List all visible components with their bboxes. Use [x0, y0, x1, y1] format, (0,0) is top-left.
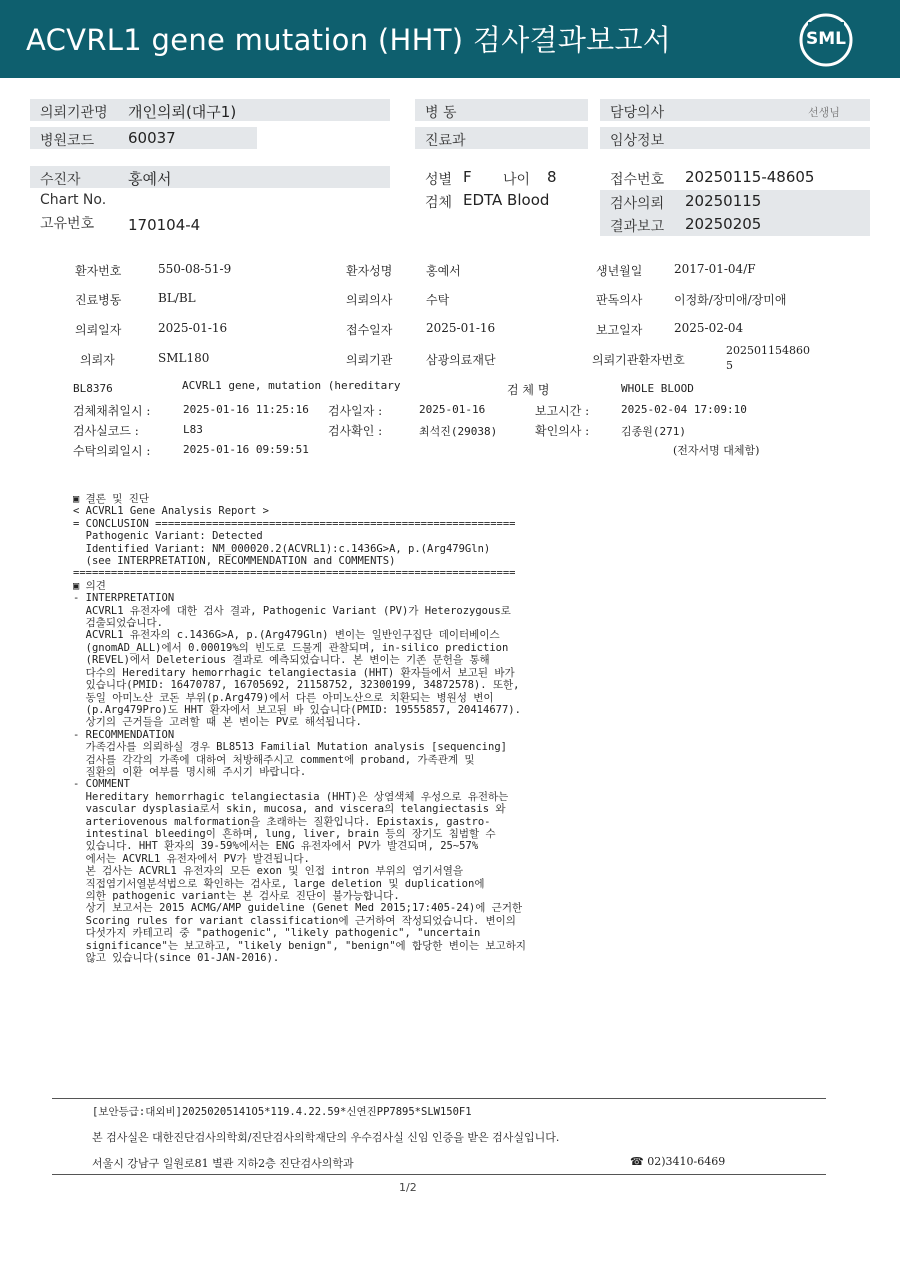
result-line: - RECOMMENDATION	[73, 728, 175, 741]
specimen-label: 검체	[425, 195, 453, 211]
result-line: arteriovenous malformation을 초래하는 질환입니다. Epistaxis, gastro-	[73, 815, 491, 828]
ward-label: 병 동	[425, 105, 457, 121]
result-line: 에서는 ACVRL1 유전자에서 PV가 발견됩니다.	[73, 852, 310, 865]
room: L83	[183, 423, 203, 436]
result-line: ▣ 의견	[73, 579, 106, 592]
patient-name: 홍예서	[426, 264, 461, 278]
unique-value: 170104-4	[128, 216, 201, 234]
confirm-doctor-label: 확인의사 :	[535, 424, 590, 438]
test-date: 2025-01-16	[419, 403, 486, 416]
reader: 이정화/장미애/장미애	[674, 293, 787, 307]
page-number: 1/2	[399, 1181, 417, 1194]
reader-label: 판독의사	[596, 293, 643, 307]
result-line: 가족검사를 의뢰하실 경우 BL8513 Familial Mutation analysis [sequencing]	[73, 741, 507, 754]
room-label: 검사실코드 :	[73, 424, 139, 438]
req-inst-label: 의뢰기관	[346, 353, 393, 367]
req-doctor: 수탁	[426, 293, 450, 307]
sml-logo	[798, 12, 854, 68]
result-line: = CONCLUSION =========================================================	[73, 517, 516, 530]
security-line: [보안등급:대외비]20250205141O5*119.4.22.59*신연진PP7895*SLW150F1	[92, 1106, 472, 1118]
logo-text: SML	[806, 29, 846, 49]
result-line: Scoring rules for variant classification에 근거하여 작성되었습니다. 변이의	[73, 914, 516, 927]
collect: 2025-01-16 11:25:16	[183, 403, 309, 416]
result-line: intestinal bleeding이 흔하며, lung, liver, brain 등의 장기도 침범할 수	[73, 827, 496, 840]
clinical-label: 임상정보	[610, 133, 665, 149]
result-line: < ACVRL1 Gene Analysis Report >	[73, 505, 269, 518]
institution-label: 의뢰기관명	[40, 105, 108, 121]
request-label: 검사의뢰	[610, 196, 665, 212]
result-line: (gnomAD_ALL)에서 0.00019%의 빈도로 드물게 관찰되며, in-silico prediction	[73, 641, 509, 654]
doctor-label: 담당의사	[610, 105, 665, 121]
req-inst-patient-label: 의뢰기관환자번호	[592, 353, 685, 367]
specimen-name-label: 검 체 명	[507, 383, 550, 397]
req-doctor-label: 의뢰의사	[346, 293, 393, 307]
esign-note: (전자서명 대체함)	[673, 444, 760, 457]
result-line: significance"는 보고하고, "likely benign", "benign"에 합당한 변이는 보고하지	[73, 939, 527, 952]
specimen-value: EDTA Blood	[463, 191, 550, 209]
confirm: 최석진(29038)	[419, 425, 498, 438]
unique-label: 고유번호	[40, 216, 95, 232]
dob-label: 생년월일	[596, 264, 643, 278]
patient-row	[30, 166, 390, 188]
result-line: 다수의 Hereditary hemorrhagic telangiectasia (HHT) 환자들에서 보고된 바가	[73, 666, 515, 679]
recv-date-label: 접수일자	[346, 323, 393, 337]
result-line: - COMMENT	[73, 778, 130, 791]
result-line: (see INTERPRETATION, RECOMMENDATION and COMMENTS)	[73, 555, 396, 568]
test-code: BL8376	[73, 382, 113, 395]
requester-label: 의뢰자	[80, 353, 115, 367]
receipt-label: 접수번호	[610, 172, 665, 188]
result-line: 본 검사는 ACVRL1 유전자의 모든 exon 및 인접 intron 부위의 염기서열을	[73, 865, 464, 878]
age-value: 8	[547, 168, 557, 186]
req-date: 2025-01-16	[158, 321, 228, 335]
result-line: 있습니다(PMID: 16470787, 16705692, 21158752, 32300199, 34872578). 또한,	[73, 679, 520, 692]
commission: 2025-01-16 09:59:51	[183, 443, 309, 456]
result-body	[73, 493, 593, 964]
request-value: 20250115	[685, 192, 762, 210]
result-line: 상기의 근거들을 고려할 때 본 변이는 PV로 해석됩니다.	[73, 716, 362, 729]
confirm-label: 검사확인 :	[328, 424, 383, 438]
certification-line: 본 검사실은 대한진단검사의학회/진단검사의학재단의 우수검사실 신임 인증을 받은 검사실입니다.	[92, 1131, 560, 1144]
result-line: 동일 아미노산 코돈 부위(p.Arg479)에서 다른 아미노산으로 치환되는 병원성 변이	[73, 691, 494, 704]
address-line: 서울시 강남구 일원로81 별관 지하2층 진단검사의학과	[92, 1157, 354, 1170]
req-date-label: 의뢰일자	[75, 323, 122, 337]
result-line: Hereditary hemorrhagic telangiectasia (HHT)은 상염색체 우성으로 유전하는	[73, 790, 509, 803]
req-inst-patient-2: 5	[726, 359, 733, 372]
patient-value: 홍예서	[128, 170, 172, 188]
test-date-label: 검사일자 :	[328, 404, 383, 418]
dept-label: 진료과	[425, 133, 466, 149]
result-line: - INTERPRETATION	[73, 592, 175, 605]
report-time-label: 보고시간 :	[535, 404, 590, 418]
hospital-code-label: 병원코드	[40, 133, 95, 149]
recv-date: 2025-01-16	[426, 321, 496, 335]
dob: 2017-01-04/F	[674, 262, 756, 276]
result-line: 직접염기서열분석법으로 확인하는 검사로, large deletion 및 duplication에	[73, 877, 485, 890]
phone-line: ☎ 02)3410-6469	[630, 1155, 726, 1168]
specimen-name: WHOLE BLOOD	[621, 382, 694, 395]
report-date-label: 보고일자	[596, 323, 643, 337]
result-value: 20250205	[685, 215, 762, 233]
result-line: 검사를 각각의 가족에 대하여 처방해주시고 comment에 proband, 가족관계 및	[73, 753, 475, 766]
result-line: 않고 있습니다(since 01-JAN-2016).	[73, 952, 280, 965]
result-line: vascular dysplasia로서 skin, mucosa, and viscera의 telangiectasis 와	[73, 803, 506, 816]
result-line: 상기 보고서는 2015 ACMG/AMP guideline (Genet Med 2015;17:405-24)에 근거한	[73, 902, 523, 915]
requester: SML180	[158, 351, 210, 365]
confirm-doctor: 김종원(271)	[621, 425, 686, 438]
chart-label: Chart No.	[40, 192, 107, 208]
test-name: ACVRL1 gene, mutation (hereditary	[182, 379, 401, 392]
ward-meta: BL/BL	[158, 291, 196, 305]
report-time: 2025-02-04 17:09:10	[621, 403, 747, 416]
doctor-suffix: 선생님	[808, 106, 840, 119]
result-line: Identified Variant: NM_000020.2(ACVRL1):c.1436G>A, p.(Arg479Gln)	[73, 542, 491, 555]
result-line: ======================================================================	[73, 567, 516, 580]
collect-label: 검체채취일시 :	[73, 404, 151, 418]
footer-divider-bottom	[52, 1174, 826, 1175]
result-line: 있습니다. HHT 환자의 39-59%에서는 ENG 유전자에서 PV가 발견되며, 25~57%	[73, 840, 479, 853]
ward-meta-label: 진료병동	[75, 293, 122, 307]
result-line: ACVRL1 유전자에 대한 검사 결과, Pathogenic Variant (PV)가 Heterozygous로	[73, 604, 511, 617]
result-label: 결과보고	[610, 219, 665, 235]
result-line: Pathogenic Variant: Detected	[73, 530, 263, 543]
patient-no: 550-08-51-9	[158, 262, 232, 276]
result-line: (p.Arg479Pro)도 HHT 환자에서 보고된 바 있습니다(PMID: 19555857, 20414677).	[73, 703, 521, 716]
sex-value: F	[463, 168, 472, 186]
age-label: 나이	[503, 172, 531, 188]
req-inst-patient-1: 202501154860	[726, 344, 810, 357]
report-date: 2025-02-04	[674, 321, 744, 335]
patient-no-label: 환자번호	[75, 264, 122, 278]
institution-value: 개인의뢰(대구1)	[128, 103, 237, 121]
result-line: ▣ 결론 및 진단	[73, 493, 150, 505]
result-line: 질환의 이환 여부를 명시해 주시기 바랍니다.	[73, 765, 307, 778]
patient-label: 수진자	[40, 172, 81, 188]
result-line: 의한 pathogenic variant는 본 검사로 진단이 불가능합니다.	[73, 890, 400, 902]
hospital-code-value: 60037	[128, 129, 176, 147]
result-line: 다섯가지 카테고리 중 "pathogenic", "likely pathogenic", "uncertain	[73, 927, 481, 940]
footer-divider-top	[52, 1098, 826, 1099]
report-title: ACVRL1 gene mutation (HHT) 검사결과보고서	[26, 23, 672, 57]
result-line: 검출되었습니다.	[73, 617, 163, 630]
receipt-value: 20250115-48605	[685, 168, 815, 186]
report-header	[0, 0, 900, 78]
result-line: ACVRL1 유전자의 c.1436G>A, p.(Arg479Gln) 변이는 일반인구집단 데이터베이스	[73, 629, 500, 642]
req-inst: 삼광의료재단	[426, 353, 496, 367]
commission-label: 수탁의뢰일시 :	[73, 444, 151, 458]
sex-label: 성별	[425, 172, 453, 188]
patient-name-label: 환자성명	[346, 264, 393, 278]
result-line: (REVEL)에서 Deleterious 결과로 예측되었습니다. 본 변이는 기존 문헌을 통해	[73, 654, 490, 667]
